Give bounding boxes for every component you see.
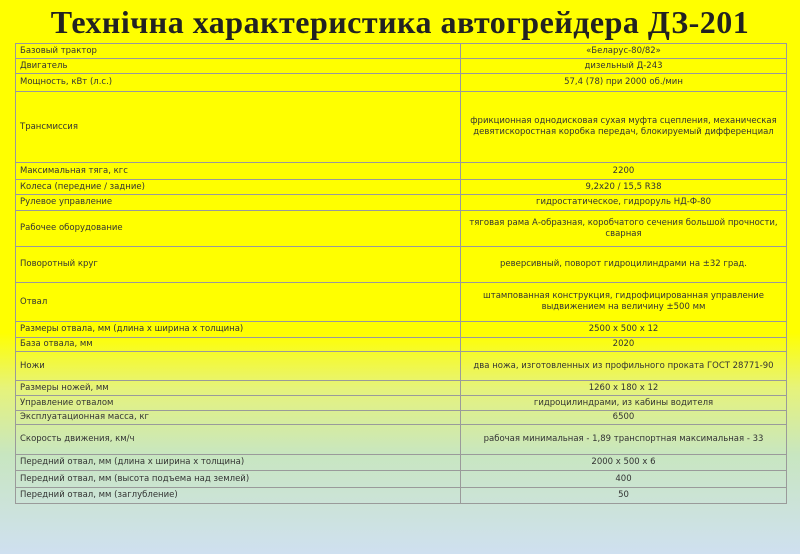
spec-label: Мощность, кВт (л.с.) bbox=[16, 74, 461, 92]
spec-value: 1260 х 180 х 12 bbox=[461, 381, 787, 396]
table-row bbox=[16, 247, 787, 283]
table-row bbox=[16, 59, 787, 74]
table-row bbox=[16, 352, 787, 381]
page-title: Технічна характеристика автогрейдера ДЗ-201 bbox=[50, 4, 750, 40]
spec-value: дизельный Д-243 bbox=[461, 59, 787, 74]
spec-label: Рулевое управление bbox=[16, 195, 461, 211]
spec-value: 57,4 (78) при 2000 об./мин bbox=[461, 74, 787, 92]
spec-label: Размеры ножей, мм bbox=[16, 381, 461, 396]
spec-value: 400 bbox=[461, 471, 787, 488]
spec-value: гидростатическое, гидроруль НД-Ф-80 bbox=[461, 195, 787, 211]
table-row bbox=[16, 381, 787, 396]
spec-value: фрикционная однодисковая сухая муфта сцепления, механическая девятискоростная коробка передач, блокируемый дифференциал bbox=[461, 92, 787, 163]
table-row bbox=[16, 180, 787, 195]
table-row bbox=[16, 195, 787, 211]
spec-value: 9,2х20 / 15,5 R38 bbox=[461, 180, 787, 195]
spec-label: Максимальная тяга, кгс bbox=[16, 163, 461, 180]
spec-value: штампованная конструкция, гидрофицированная управление выдвижением на величину ±500 мм bbox=[461, 283, 787, 322]
spec-value: 2200 bbox=[461, 163, 787, 180]
spec-value: 2020 bbox=[461, 338, 787, 352]
table-row bbox=[16, 74, 787, 92]
spec-label: Ножи bbox=[16, 352, 461, 381]
spec-value: 6500 bbox=[461, 411, 787, 425]
spec-label: Скорость движения, км/ч bbox=[16, 425, 461, 455]
table-row bbox=[16, 488, 787, 504]
spec-value: 2500 х 500 х 12 bbox=[461, 322, 787, 338]
table-row bbox=[16, 471, 787, 488]
table-row bbox=[16, 283, 787, 322]
table-row bbox=[16, 322, 787, 338]
table-row bbox=[16, 338, 787, 352]
spec-label: Колеса (передние / задние) bbox=[16, 180, 461, 195]
spec-label: Двигатель bbox=[16, 59, 461, 74]
spec-table bbox=[15, 43, 787, 504]
table-row bbox=[16, 163, 787, 180]
spec-value: «Беларус-80/82» bbox=[461, 44, 787, 59]
spec-label: Рабочее оборудование bbox=[16, 211, 461, 247]
spec-label: Передний отвал, мм (высота подъема над землей) bbox=[16, 471, 461, 488]
spec-label: Управление отвалом bbox=[16, 396, 461, 411]
spec-label: Базовый трактор bbox=[16, 44, 461, 59]
table-row bbox=[16, 455, 787, 471]
spec-label: Отвал bbox=[16, 283, 461, 322]
table-row bbox=[16, 92, 787, 163]
spec-label: Поворотный круг bbox=[16, 247, 461, 283]
table-row bbox=[16, 411, 787, 425]
spec-label: Эксплуатационная масса, кг bbox=[16, 411, 461, 425]
table-row bbox=[16, 396, 787, 411]
spec-value: два ножа, изготовленных из профильного проката ГОСТ 28771-90 bbox=[461, 352, 787, 381]
table-row bbox=[16, 44, 787, 59]
spec-value: рабочая минимальная - 1,89 транспортная максимальная - 33 bbox=[461, 425, 787, 455]
spec-label: Размеры отвала, мм (длина х ширина х толщина) bbox=[16, 322, 461, 338]
table-row bbox=[16, 211, 787, 247]
spec-value: тяговая рама А-образная, коробчатого сечения большой прочности, сварная bbox=[461, 211, 787, 247]
spec-value: 50 bbox=[461, 488, 787, 504]
spec-label: Передний отвал, мм (длина х ширина х толщина) bbox=[16, 455, 461, 471]
spec-value: 2000 х 500 х 6 bbox=[461, 455, 787, 471]
spec-label: База отвала, мм bbox=[16, 338, 461, 352]
spec-label: Трансмиссия bbox=[16, 92, 461, 163]
spec-label: Передний отвал, мм (заглубление) bbox=[16, 488, 461, 504]
spec-value: гидроцилиндрами, из кабины водителя bbox=[461, 396, 787, 411]
table-row bbox=[16, 425, 787, 455]
spec-value: реверсивный, поворот гидроцилиндрами на ±32 град. bbox=[461, 247, 787, 283]
